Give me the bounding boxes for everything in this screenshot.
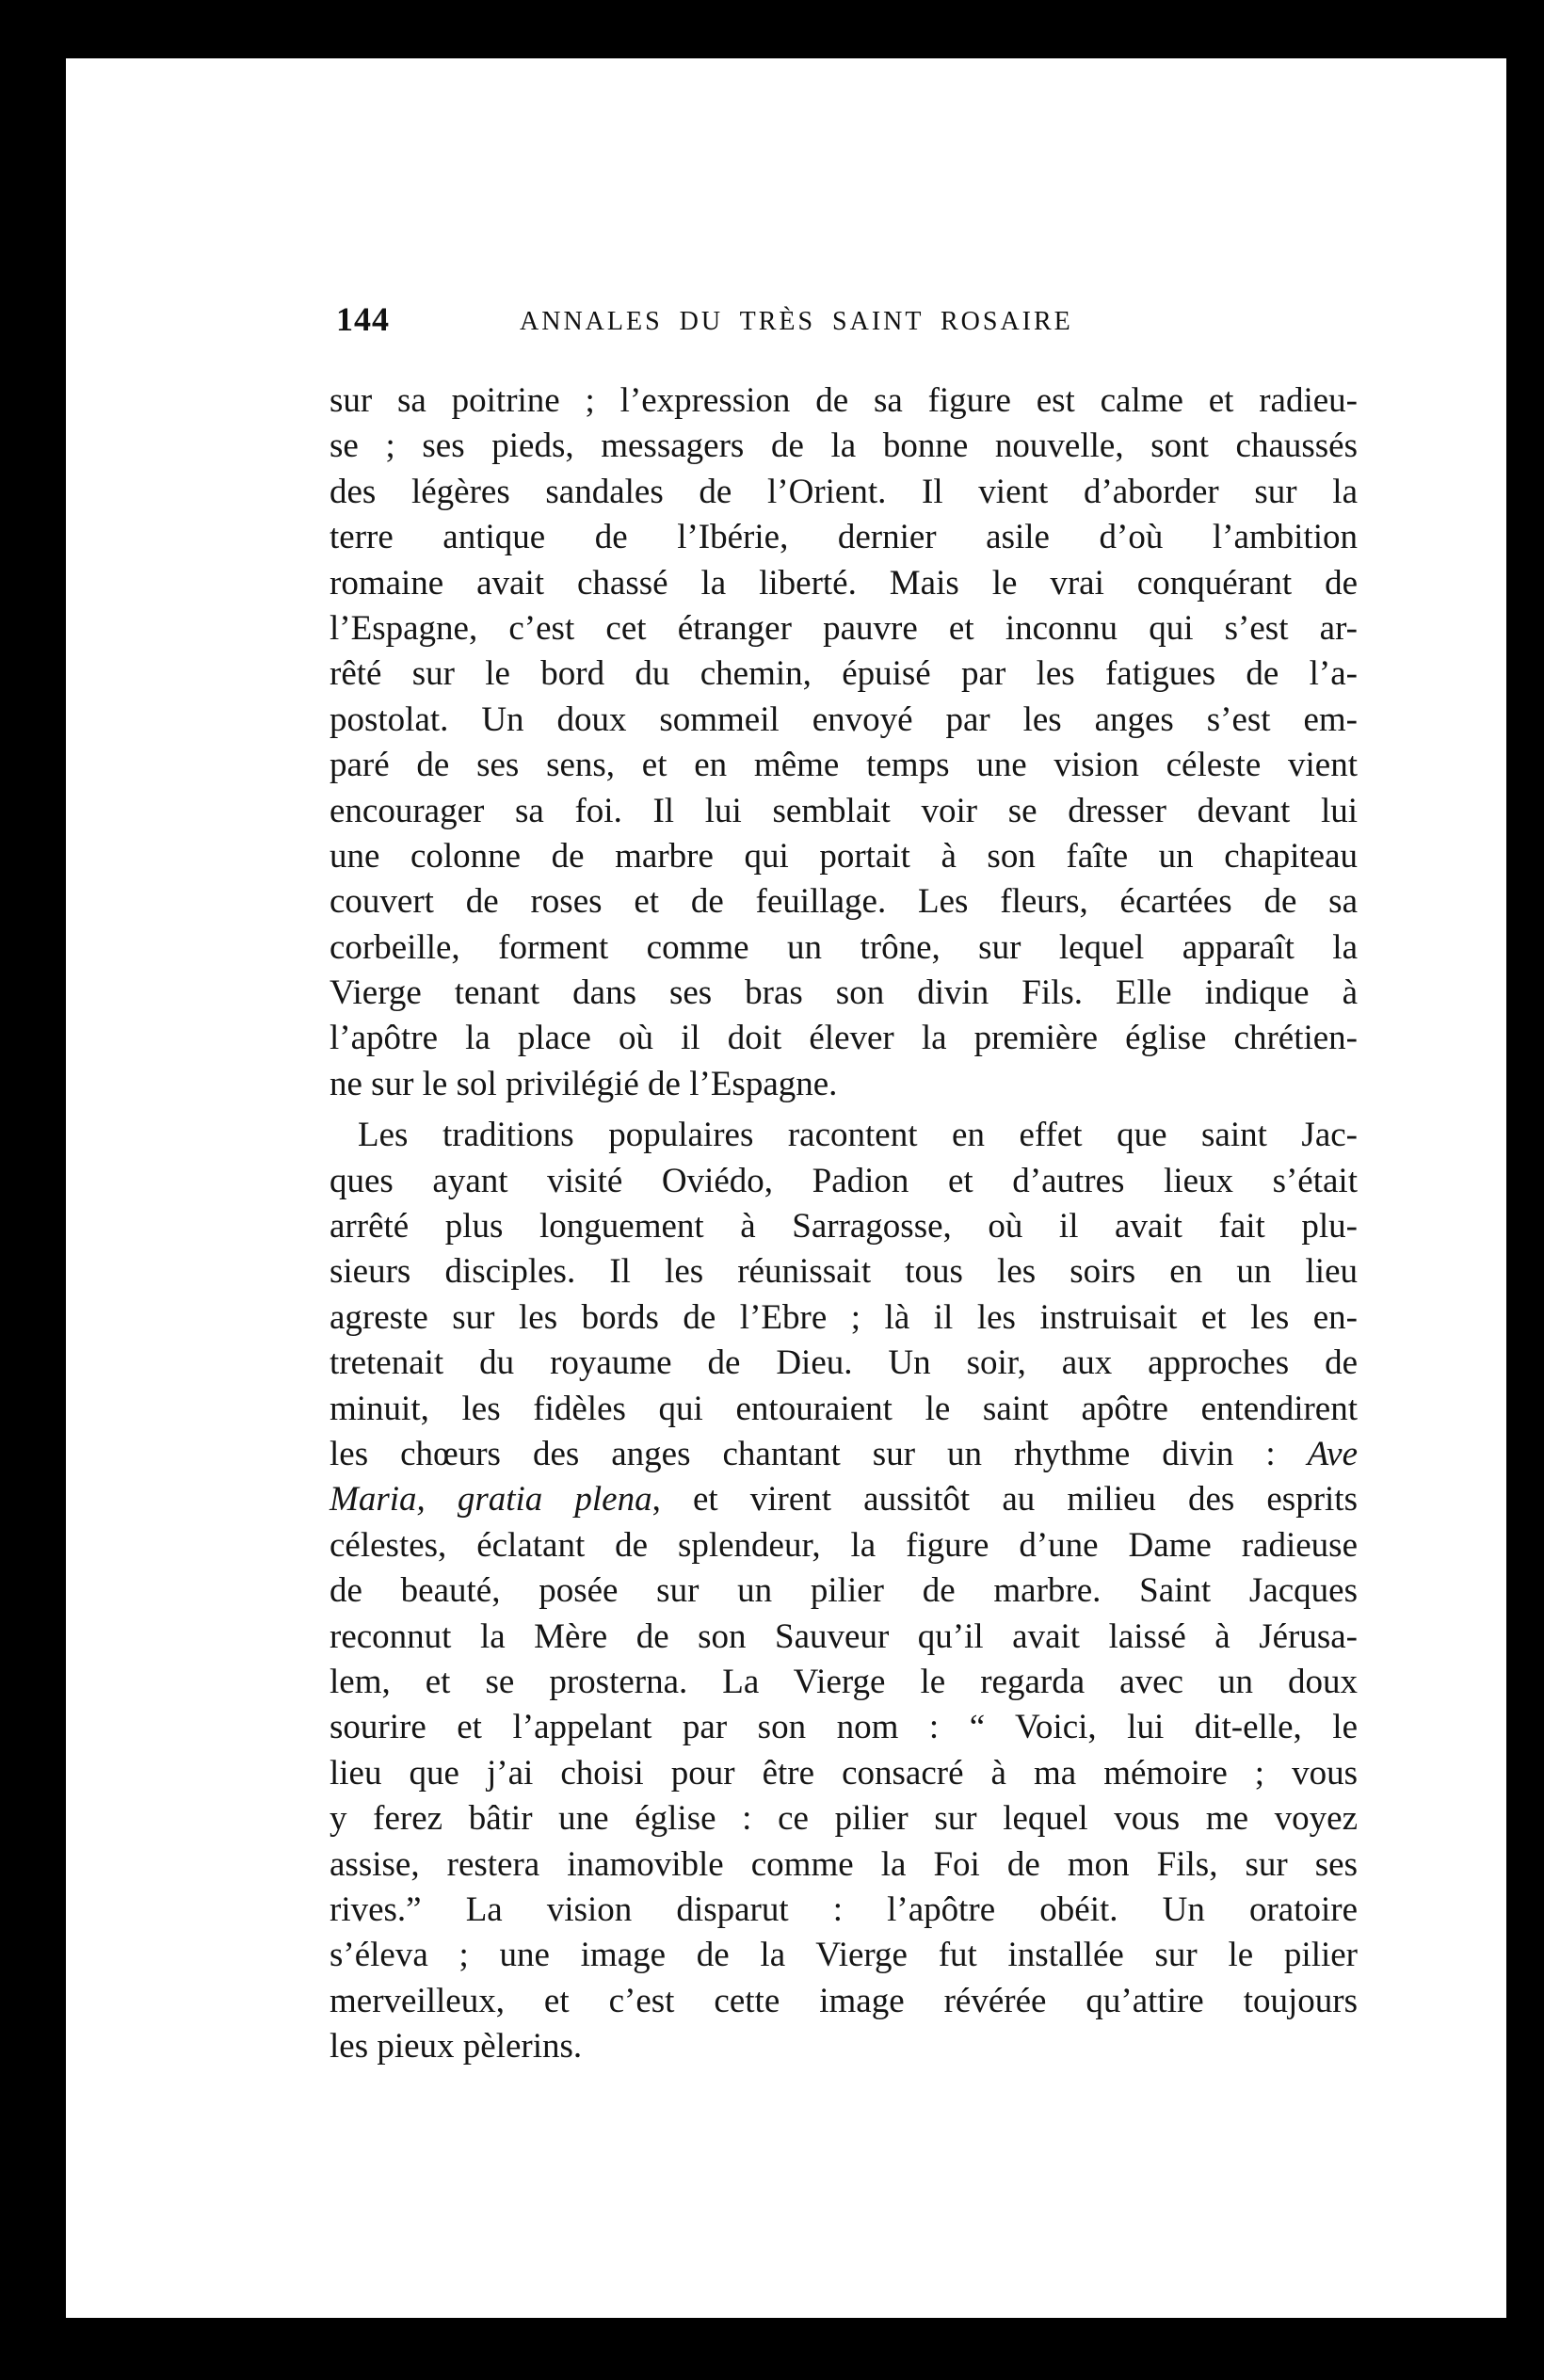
text-line: encourager sa foi. Il lui semblait voir se dresser devant lui xyxy=(330,791,1358,830)
paragraph-2 xyxy=(330,1113,1358,2069)
text-line: lieu que j’ai choisi pour être consacré à ma mémoire ; vous xyxy=(330,1753,1358,1793)
text-line: l’apôtre la place où il doit élever la première église chrétien- xyxy=(330,1019,1358,1058)
text-line: de beauté, posée sur un pilier de marbre. Saint Jacques xyxy=(330,1571,1358,1611)
text-line: reconnut la Mère de son Sauveur qu’il avait laissé à Jérusa- xyxy=(330,1616,1358,1656)
text-line: romaine avait chassé la liberté. Mais le vrai conquérant de xyxy=(330,563,1358,603)
text-line-with-italic xyxy=(330,1432,1358,1477)
running-title: ANNALES DU TRÈS SAINT ROSAIRE xyxy=(520,307,1073,336)
text-line: terre antique de l’Ibérie, dernier asile d’où l’ambition xyxy=(330,518,1358,557)
text-line: ques ayant visité Oviédo, Padion et d’autres lieux s’était xyxy=(330,1161,1358,1200)
text-line: y ferez bâtir une église : ce pilier sur lequel vous me voyez xyxy=(330,1799,1358,1839)
text-line: sur sa poitrine ; l’expression de sa figure est calme et radieu- xyxy=(330,381,1358,420)
text-line: une colonne de marbre qui portait à son faîte un chapiteau xyxy=(330,836,1358,876)
text-line: assise, restera inamovible comme la Foi de mon Fils, sur ses xyxy=(330,1844,1358,1884)
text-line: merveilleux, et c’est cette image révérée qu’attire toujours xyxy=(330,1981,1358,2020)
text-line: l’Espagne, c’est cet étranger pauvre et inconnu qui s’est ar- xyxy=(330,608,1358,648)
text-line: sourire et l’appelant par son nom : “ Voici, lui dit-elle, le xyxy=(330,1708,1358,1747)
text-line: corbeille, forment comme un trône, sur lequel apparaît la xyxy=(330,927,1358,967)
text-line: se ; ses pieds, messagers de la bonne nouvelle, sont chaussés xyxy=(330,426,1358,466)
page-number: 144 xyxy=(336,300,390,338)
text-line: Vierge tenant dans ses bras son divin Fils. Elle indique à xyxy=(330,973,1358,1013)
body-text xyxy=(330,378,1358,2069)
text-line: rives.” La vision disparut : l’apôtre obéit. Un oratoire xyxy=(330,1890,1358,1929)
book-gutter xyxy=(1509,0,1544,2380)
text-line: postolat. Un doux sommeil envoyé par les anges s’est em- xyxy=(330,700,1358,739)
text-span: les chœurs des anges chantant sur un rhythme divin : xyxy=(330,1434,1276,1473)
text-line-with-italic xyxy=(330,1477,1358,1522)
text-line: ne sur le sol privilégié de l’Espagne. xyxy=(330,1064,838,1103)
text-line: rêté sur le bord du chemin, épuisé par les fatigues de l’a- xyxy=(330,654,1358,694)
page-header xyxy=(336,299,1150,346)
text-line: les pieux pèlerins. xyxy=(330,2027,583,2066)
paragraph-1 xyxy=(330,378,1358,1107)
text-line: célestes, éclatant de splendeur, la figure d’une Dame radieuse xyxy=(330,1525,1358,1565)
text-span: , et virent aussitôt au milieu des esprits xyxy=(651,1480,1358,1520)
text-line: tretenait du royaume de Dieu. Un soir, aux approches de xyxy=(330,1343,1358,1383)
latin-phrase-start: Ave xyxy=(1307,1434,1359,1473)
text-line: des légères sandales de l’Orient. Il vient d’aborder sur la xyxy=(330,472,1358,511)
text-line: couvert de roses et de feuillage. Les fleurs, écartées de sa xyxy=(330,882,1358,922)
text-line: arrêté plus longuement à Sarragosse, où il avait fait plu- xyxy=(330,1207,1358,1246)
latin-phrase: Maria, gratia plena xyxy=(330,1480,652,1520)
text-line: lem, et se prosterna. La Vierge le regarda avec un doux xyxy=(330,1662,1358,1701)
text-line: s’éleva ; une image de la Vierge fut installée sur le pilier xyxy=(330,1936,1358,1975)
text-line: sieurs disciples. Il les réunissait tous les soirs en un lieu xyxy=(330,1252,1358,1292)
text-line: Les traditions populaires racontent en effet que saint Jac- xyxy=(358,1116,1358,1155)
text-line: minuit, les fidèles qui entouraient le saint apôtre entendirent xyxy=(330,1389,1358,1428)
text-line: agreste sur les bords de l’Ebre ; là il les instruisait et les en- xyxy=(330,1297,1358,1337)
text-line: paré de ses sens, et en même temps une vision céleste vient xyxy=(330,746,1358,785)
